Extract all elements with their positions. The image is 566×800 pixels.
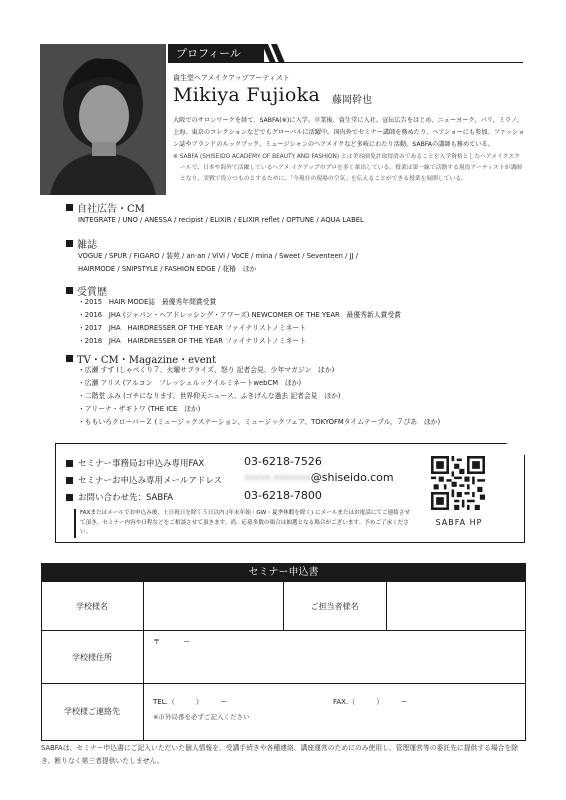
section-heading-awards: 受賞歴: [66, 283, 107, 298]
tel-contact-label: お問い合わせ先：SABFA: [66, 491, 173, 503]
square-bullet-icon: [66, 494, 73, 501]
tv-item: ・ももいろクローバーＺ (ミュージックステーション、ミュージックフェア、TOKYOFMタイムテーブル、７ぴあ ほか): [78, 418, 441, 426]
section-heading-magazine: 雑誌: [66, 236, 97, 251]
school-contact-label: 学校様ご連絡先: [64, 707, 120, 716]
award-item: ・2016 JHA (ジャパン・ヘアドレッシング・アワーズ) NEWCOMER OF THE YEAR 最優秀新人賞受賞: [78, 311, 401, 319]
award-item: ・2015 HAIR MODE誌 最優秀年間賞受賞: [78, 298, 217, 306]
mail-address[interactable]: xxxxx.xxxxxxx @shiseido.com: [244, 471, 394, 484]
square-bullet-icon: [66, 460, 73, 467]
ads-list: INTEGRATE / UNO / ANESSA / recipist / ELIXIR / ELIXIR reflet / OPTUNE / AQUA LABEL: [78, 216, 364, 224]
sabfa-note: ※ SABFA (SHISEIDO ACADEMY OF BEAUTY AND FASHION) とは美容師免許取得済みであることを入学資格としたヘアメイクスクールで、日本や海外で活躍しているヘアメ イクアップのプロを多く輩出している。授業は第一線で活動する現役アーティストが講師となり、実戦で役立つものとするために、「今現在の現場の空気」を伝えることができる授業を展開している。: [173, 154, 522, 182]
profile-tab: プロフィール: [168, 44, 264, 63]
tel-field[interactable]: TEL.（ ） ー: [153, 698, 228, 706]
portrait-silhouette-icon: [40, 44, 166, 195]
magazine-list-line2: HAIRMODE / SNIPSTYLE / FASHION EDGE / 花椿 ほか: [78, 265, 257, 273]
redacted-mail-user: xxxxx.xxxxxxx: [244, 472, 311, 483]
privacy-footer: SABFAは、セミナー申込書にご記入いただいた個人情報を、受講手続きや各種連絡、講座運営のためにのみ使用し、管理運営等の委託先に提供する場合を除き、断りなく第三者提供いたしません。: [41, 744, 519, 765]
school-name-label: 学校様名: [76, 602, 108, 611]
fax-number: 03-6218-7526: [244, 455, 322, 468]
tel-number: 03-6218-7800: [244, 489, 322, 502]
section-heading-tv: TV・CM・Magazine・event: [66, 351, 216, 366]
tv-item: ・アリーナ・ザギトワ (THE ICE ほか): [78, 405, 201, 413]
square-bullet-icon: [66, 204, 73, 211]
square-bullet-icon: [66, 477, 73, 484]
form-row-divider: [41, 630, 526, 631]
tel-hint: ※市外局番を必ずご記入ください: [153, 713, 250, 721]
school-address-input[interactable]: [144, 648, 525, 682]
fax-field[interactable]: FAX.（ ） ー: [333, 698, 408, 706]
form-title: セミナー申込書: [41, 563, 526, 582]
profile-rule: [168, 62, 523, 63]
square-bullet-icon: [66, 287, 73, 294]
artist-title: 資生堂ヘアメイクアップアーティスト: [173, 74, 290, 82]
stripe-decoration-icon: [262, 44, 288, 63]
award-item: ・2017 JHA HAIRDRESSER OF THE YEAR ファイナリストノミネート: [78, 324, 306, 332]
postal-code-field[interactable]: 〒 ー: [153, 638, 191, 646]
contact-person-input[interactable]: [387, 583, 525, 630]
contact-person-label: ご担当者様名: [310, 602, 359, 611]
fax-note: FAXまたはメールでお申込み後、土日祝日を除く５日以内 (年末年始・GW・夏季休暇を除く) にメールまたはお電話にてご連絡させて頂き、セミナー内容や日程などをご相談させて頂きます。尚、応募多数の場合は抽選となる場合がございます。予めご了承ください。: [74, 509, 410, 538]
qr-label: SABFA HP: [435, 518, 483, 527]
form-row-divider: [41, 683, 526, 684]
artist-name-en: Mikiya Fujioka: [173, 84, 321, 106]
school-address-label: 学校様住所: [72, 653, 112, 662]
school-name-input[interactable]: [144, 583, 283, 630]
fax-contact-label: セミナー事務局お申込み専用FAX: [66, 457, 204, 469]
square-bullet-icon: [66, 355, 73, 362]
artist-name-jp: 藤岡幹也: [332, 95, 372, 106]
artist-photo: [40, 44, 166, 195]
artist-bio: 大阪でのサロンワークを経て、SABFA(※)に入学。卒業後、資生堂に入社。宣伝広告をはじめ、ニューヨーク、パリ、ミラノ、上海、東京のコレクションなどでもグローバルに活躍中。国内外でセミナー講師を務めたり、ヘアショーにも参加。ファッション誌やブランドのルックブック、ミュージシャンのヘアメイクなど多岐にわたり活動。SABFAの講師も務めている。: [173, 117, 525, 148]
mail-contact-label: セミナーお申込み専用メールアドレス: [66, 474, 222, 486]
award-item: ・2018 JHA HAIRDRESSER OF THE YEAR ファイナリストノミネート: [78, 337, 306, 345]
tv-item: ・広瀬 すず (しゃべくり７、火曜サプライズ、怒り 記者会見、少年マガジン ほか): [78, 366, 335, 374]
tv-item: ・広瀬 アリス (アルコン フレッシュルックイルミネートwebCM ほか): [78, 379, 302, 387]
qr-code-icon[interactable]: [431, 456, 485, 510]
tv-item: ・二階堂 ふみ (ゴチになります、世界仰天ニュース、ふきげんな過去 記者会見 ほか): [78, 392, 341, 400]
section-heading-ads: 自社広告・CM: [66, 200, 145, 215]
magazine-list-line1: VOGUE / SPUR / FIGARO / 装苑 / an·an / ViVi / VoCE / mina / Sweet / Seventeen / JJ /: [78, 252, 359, 260]
square-bullet-icon: [66, 240, 73, 247]
